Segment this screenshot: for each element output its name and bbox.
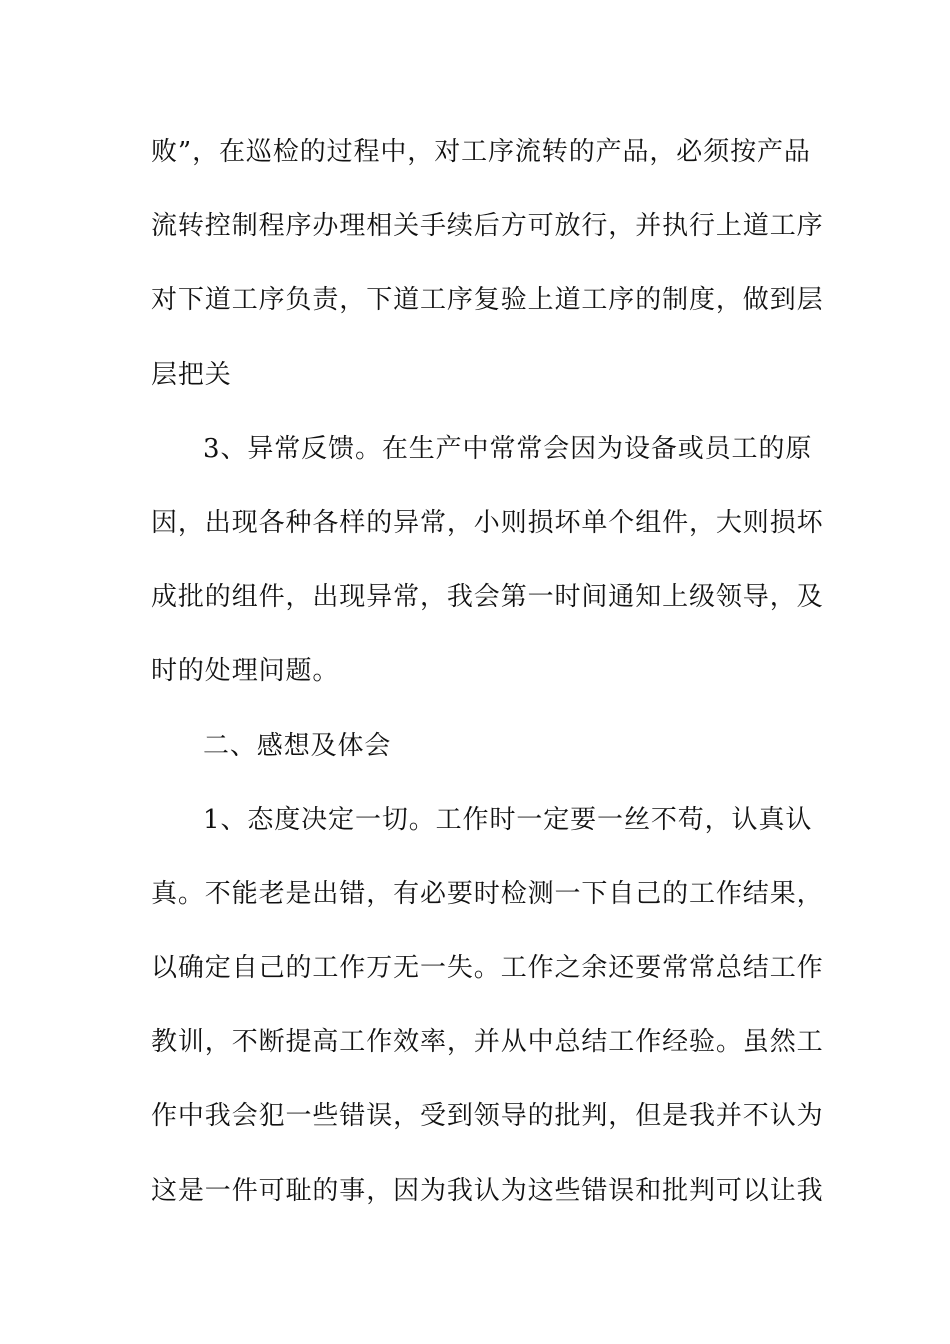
text-line: 真。不能老是出错，有必要时检测一下自己的工作结果，: [151, 878, 824, 909]
text-line: 对下道工序负责，下道工序复验上道工序的制度，做到层: [151, 285, 824, 316]
text-line: 因，出现各种各样的异常，小则损坏单个组件，大则损坏: [151, 507, 824, 538]
text-line: 作中我会犯一些错误，受到领导的批判，但是我并不认为: [151, 1101, 824, 1132]
text-line: 成批的组件，出现异常，我会第一时间通知上级领导，及: [151, 582, 824, 613]
text-line: 教训，不断提高工作效率，并从中总结工作经验。虽然工: [151, 1027, 824, 1058]
text-line: 时的处理问题。: [151, 656, 340, 687]
text-line: 以确定自己的工作万无一失。工作之余还要常常总结工作: [151, 953, 824, 984]
text-line: 这是一件可耻的事，因为我认为这些错误和批判可以让我: [151, 1175, 824, 1206]
text-line: 层把关: [151, 359, 232, 390]
paragraph-start-line: 1、态度决定一切。工作时一定要一丝不苟，认真认: [203, 804, 813, 835]
document-body: [151, 130, 824, 1243]
text-line: 败”，在巡检的过程中，对工序流转的产品，必须按产品: [151, 137, 811, 167]
text-line: 流转控制程序办理相关手续后方可放行，并执行上道工序: [151, 211, 824, 242]
paragraph-start-line: 3、异常反馈。在生产中常常会因为设备或员工的原: [203, 433, 813, 464]
section-heading: 二、感想及体会: [203, 730, 392, 761]
